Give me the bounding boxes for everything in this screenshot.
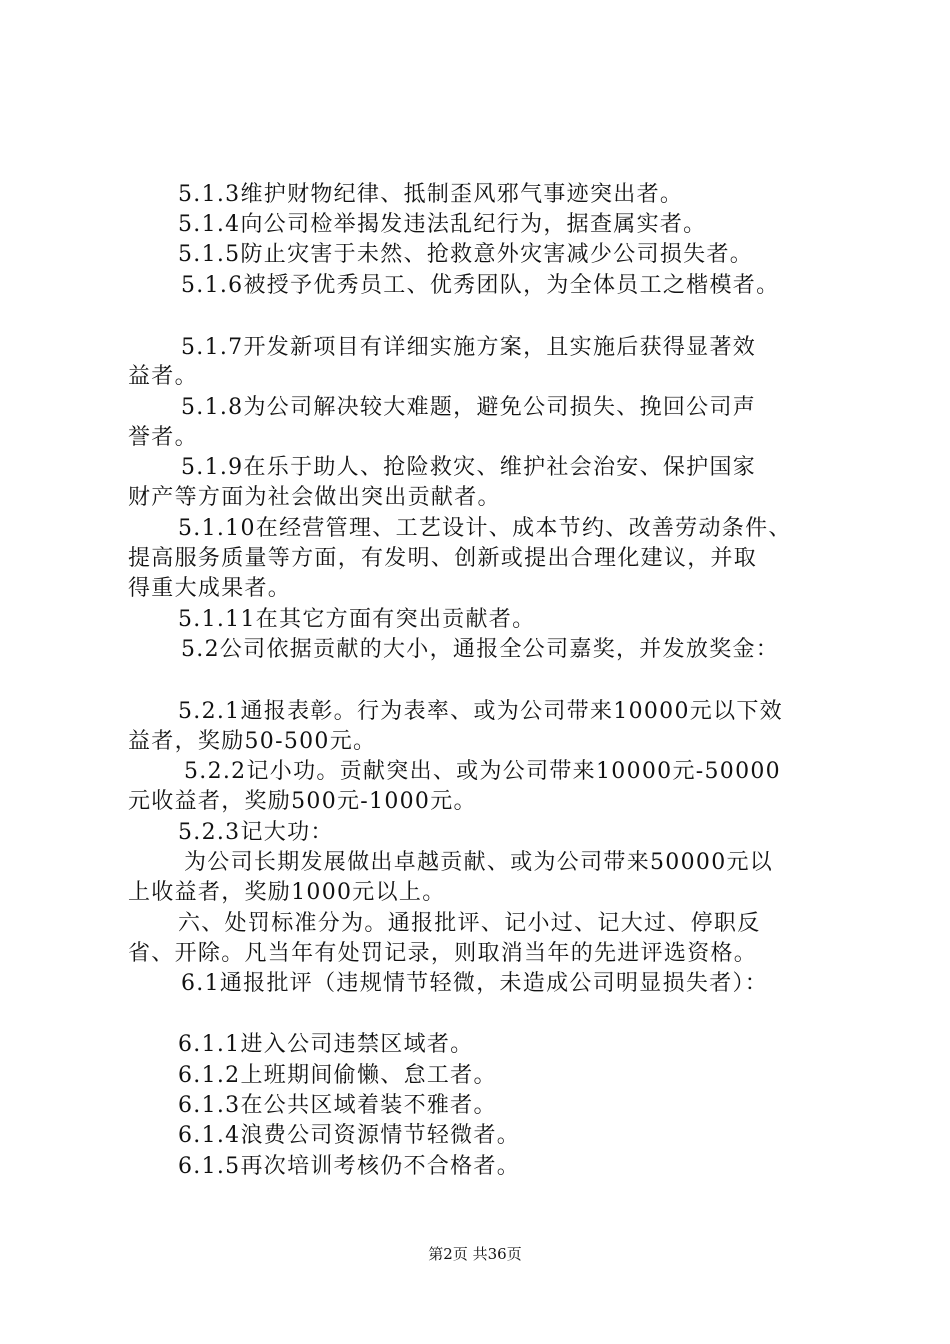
text-line-5-1-3: 5.1.3维护财物纪律、抵制歪风邪气事迹突出者。 [178, 182, 684, 207]
text-line-5-1-8-cont: 誉者。 [128, 425, 198, 450]
text-line-6-1-4: 6.1.4浪费公司资源情节轻微者。 [178, 1123, 521, 1148]
text-line-5-1-9-cont: 财产等方面为社会做出突出贡献者。 [128, 485, 501, 510]
text-line-5-1-10-cont-1: 提高服务质量等方面，有发明、创新或提出合理化建议，并取 [128, 546, 758, 571]
text-line-6-1: 6.1通报批评（违规情节轻微，未造成公司明显损失者）： [181, 971, 769, 996]
text-line-5-1-10-cont-2: 得重大成果者。 [128, 576, 292, 601]
text-line-6-1-3: 6.1.3在公共区域着装不雅者。 [178, 1093, 497, 1118]
text-line-5-2-3-cont: 上收益者，奖励1000元以上。 [128, 880, 446, 905]
text-line-5-2-3-desc: 为公司长期发展做出卓越贡献、或为公司带来50000元以 [184, 850, 774, 875]
text-line-5-2-1: 5.2.1通报表彰。行为表率、或为公司带来10000元以下效 [178, 699, 783, 724]
text-line-5-1-8: 5.1.8为公司解决较大难题，避免公司损失、挽回公司声 [181, 395, 757, 420]
text-line-5-2-1-cont: 益者，奖励50-500元。 [128, 729, 377, 754]
text-line-section-6: 六、处罚标准分为。通报批评、记小过、记大过、停职反 [178, 911, 761, 936]
text-line-6-1-2: 6.1.2上班期间偷懒、怠工者。 [178, 1063, 497, 1088]
text-line-6-1-1: 6.1.1进入公司违禁区域者。 [178, 1032, 474, 1057]
text-line-5-1-7-cont: 益者。 [128, 364, 198, 389]
text-line-5-2: 5.2公司依据贡献的大小，通报全公司嘉奖，并发放奖金： [181, 637, 780, 662]
text-line-5-2-3: 5.2.3记大功： [178, 820, 334, 845]
page-footer: 第2页 共36页 [428, 1245, 522, 1263]
text-line-5-1-4: 5.1.4向公司检举揭发违法乱纪行为，据查属实者。 [178, 212, 707, 237]
text-line-5-1-9: 5.1.9在乐于助人、抢险救灾、维护社会治安、保护国家 [181, 455, 757, 480]
text-line-5-1-11: 5.1.11在其它方面有突出贡献者。 [178, 607, 536, 632]
text-line-5-2-2-cont: 元收益者，奖励500元-1000元。 [128, 789, 477, 814]
text-line-6-1-5: 6.1.5再次培训考核仍不合格者。 [178, 1154, 521, 1179]
text-line-5-2-2: 5.2.2记小功。贡献突出、或为公司带来10000元-50000 [184, 759, 781, 784]
text-line-5-1-5: 5.1.5防止灾害于未然、抢救意外灾害减少公司损失者。 [178, 242, 754, 267]
text-line-5-1-6: 5.1.6被授予优秀员工、优秀团队，为全体员工之楷模者。 [181, 273, 780, 298]
text-line-5-1-10: 5.1.10在经营管理、工艺设计、成本节约、改善劳动条件、 [178, 516, 792, 541]
text-line-section-6-cont: 省、开除。凡当年有处罚记录，则取消当年的先进评选资格。 [128, 941, 758, 966]
text-line-5-1-7: 5.1.7开发新项目有详细实施方案，且实施后获得显著效 [181, 335, 757, 360]
